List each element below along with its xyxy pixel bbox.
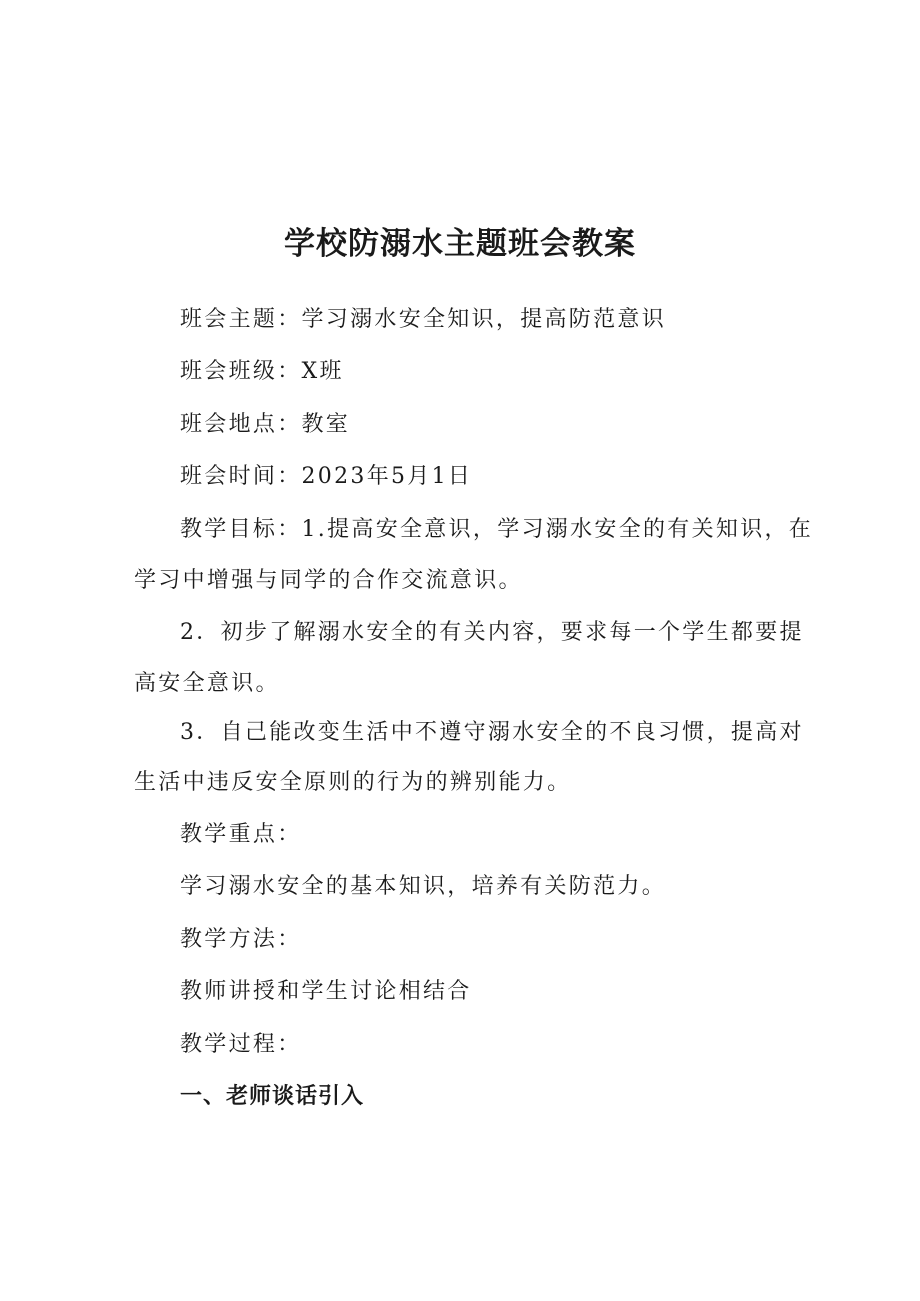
- time-line: 班会时间：2023年5月1日: [180, 464, 473, 489]
- key-points-label: 教学重点：: [180, 822, 302, 847]
- objective-3-line-2: 生活中违反安全原则的行为的辨别能力。: [134, 770, 572, 795]
- objective-3-line-1: 3．自己能改变生活中不遵守溺水安全的不良习惯，提高对: [180, 720, 804, 745]
- methods-content: 教师讲授和学生讨论相结合: [180, 979, 472, 1004]
- methods-label: 教学方法：: [180, 927, 302, 952]
- objective-1-line-1: 教学目标：1.提高安全意识，学习溺水安全的有关知识，在: [180, 517, 814, 542]
- section-heading-1: 一、老师谈话引入: [180, 1084, 365, 1109]
- document-title: 学校防溺水主题班会教案: [284, 226, 636, 262]
- key-points-content: 学习溺水安全的基本知识，培养有关防范力。: [180, 874, 667, 899]
- objective-2-line-1: 2．初步了解溺水安全的有关内容，要求每一个学生都要提: [180, 620, 804, 645]
- class-line: 班会班级：X班: [180, 359, 344, 384]
- objective-2-line-2: 高安全意识。: [134, 671, 280, 696]
- process-label: 教学过程：: [180, 1032, 302, 1057]
- objective-1-line-2: 学习中增强与同学的合作交流意识。: [134, 568, 523, 593]
- theme-line: 班会主题：学习溺水安全知识，提高防范意识: [180, 307, 667, 332]
- location-line: 班会地点：教室: [180, 412, 351, 437]
